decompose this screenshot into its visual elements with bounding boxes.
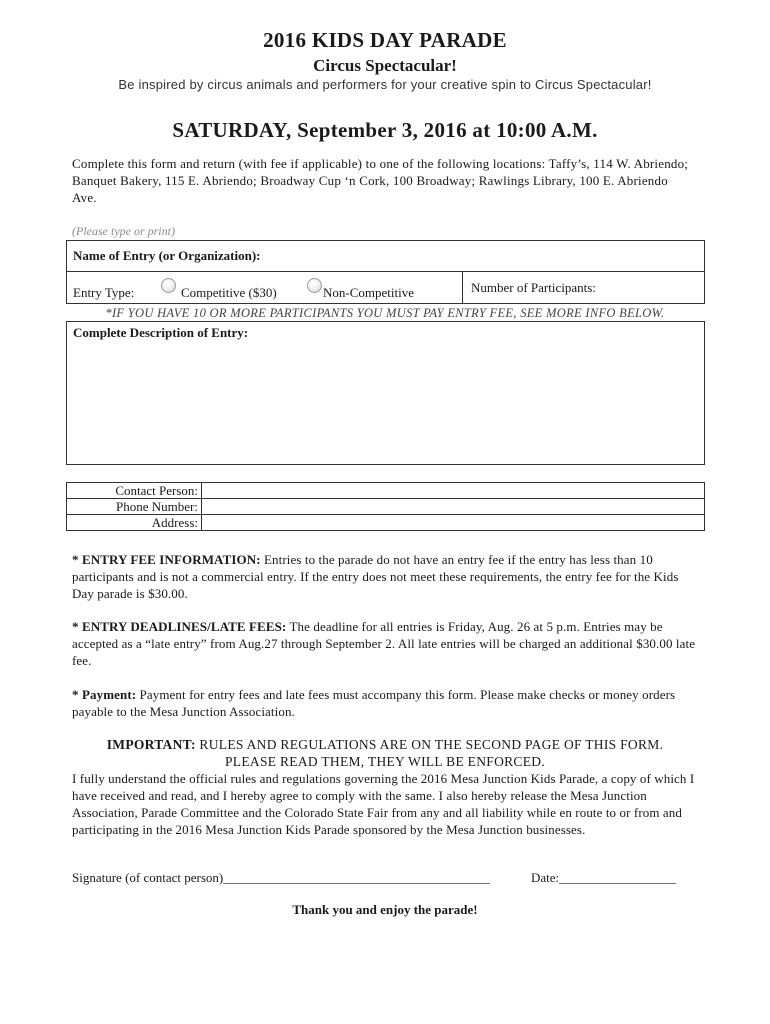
phone-number-label: Phone Number: [67, 499, 202, 515]
fee-warning: *IF YOU HAVE 10 OR MORE PARTICIPANTS YOU MUST PAY ENTRY FEE, SEE MORE INFO BELOW. [105, 306, 665, 320]
non-competitive-option-label: Non-Competitive [323, 285, 414, 300]
description-field[interactable] [66, 321, 705, 465]
contact-table [66, 482, 705, 531]
entry-fee-heading: * ENTRY FEE INFORMATION: [72, 552, 261, 567]
signature-field[interactable]: Signature (of contact person)_________________________________________ [72, 870, 490, 885]
address-label: Address: [67, 515, 202, 531]
entry-fee-paragraph [72, 551, 696, 602]
competitive-radio[interactable] [161, 278, 176, 293]
print-note: (Please type or print) [72, 224, 175, 238]
cell-divider [462, 272, 463, 303]
event-date: SATURDAY, September 3, 2016 at 10:00 A.M. [172, 118, 598, 142]
instructions-text: Complete this form and return (with fee if applicable) to one of the following locations: Taffy’s, 114 W. Abriendo; Banquet Bakery, 115 E. Abriendo; Broadway Cup ‘n Cork, 100 Broadway; Rawlings Library, 100 E. Abriendo Ave. [72, 156, 689, 205]
participants-field[interactable]: Number of Participants: [471, 280, 596, 295]
date-field[interactable]: Date:__________________ [531, 870, 677, 885]
entry-fee-text: Entries to the parade do not have an entry fee if the entry has less than 10 participants and is not a commercial entry. If the entry does not meet these requirements, the entry fee for the Kids Day parade is $30.00. [72, 552, 679, 601]
entry-name-label: Name of Entry (or Organization): [73, 248, 261, 263]
tagline: Be inspired by circus animals and performers for your creative spin to Circus Spectacular! [118, 77, 652, 92]
address-input[interactable] [202, 515, 705, 531]
phone-number-input[interactable] [202, 499, 705, 515]
important-line-2: PLEASE READ THEM, THEY WILL BE ENFORCED. [225, 754, 545, 769]
payment-text: Payment for entry fees and late fees must accompany this form. Please make checks or money orders payable to the Mesa Junction Association. [72, 687, 676, 719]
deadline-paragraph [72, 618, 696, 669]
entry-type-label: Entry Type: [73, 285, 135, 300]
address-row [67, 515, 705, 531]
form-subtitle: Circus Spectacular! [313, 56, 457, 75]
entry-name-field[interactable] [66, 240, 705, 272]
payment-paragraph [72, 686, 696, 720]
entry-type-row [66, 271, 705, 304]
important-notice [0, 736, 770, 770]
thanks-text: Thank you and enjoy the parade! [292, 902, 478, 917]
payment-heading: * Payment: [72, 687, 137, 702]
deadline-text: The deadline for all entries is Friday, Aug. 26 at 5 p.m. Entries may be accepted as a “late entry” from Aug.27 through September 2. All late entries will be charged an additional $30.00 late fee. [72, 619, 696, 668]
competitive-option-label: Competitive ($30) [181, 285, 277, 300]
description-label: Complete Description of Entry: [73, 325, 249, 340]
phone-number-row [67, 499, 705, 515]
contact-person-row [67, 483, 705, 499]
contact-person-input[interactable] [202, 483, 705, 499]
contact-person-label: Contact Person: [67, 483, 202, 499]
important-heading: IMPORTANT: [106, 737, 196, 752]
deadline-heading: * ENTRY DEADLINES/LATE FEES: [72, 619, 287, 634]
form-title: 2016 KIDS DAY PARADE [263, 28, 507, 52]
agreement-paragraph: I fully understand the official rules and regulations governing the 2016 Mesa Junction Kids Parade, a copy of which I have received and read, and I hereby agree to comply with the same. I also hereby release the Mesa Junction Association, Parade Committee and the Colorado State Fair from any and all liability while en route to or from and participating in the 2016 Mesa Junction Kids Parade sponsored by the Mesa Junction businesses. [72, 771, 695, 837]
important-line-1 [0, 736, 770, 753]
non-competitive-radio[interactable] [307, 278, 322, 293]
important-text-1: RULES AND REGULATIONS ARE ON THE SECOND PAGE OF THIS FORM. [195, 737, 664, 752]
